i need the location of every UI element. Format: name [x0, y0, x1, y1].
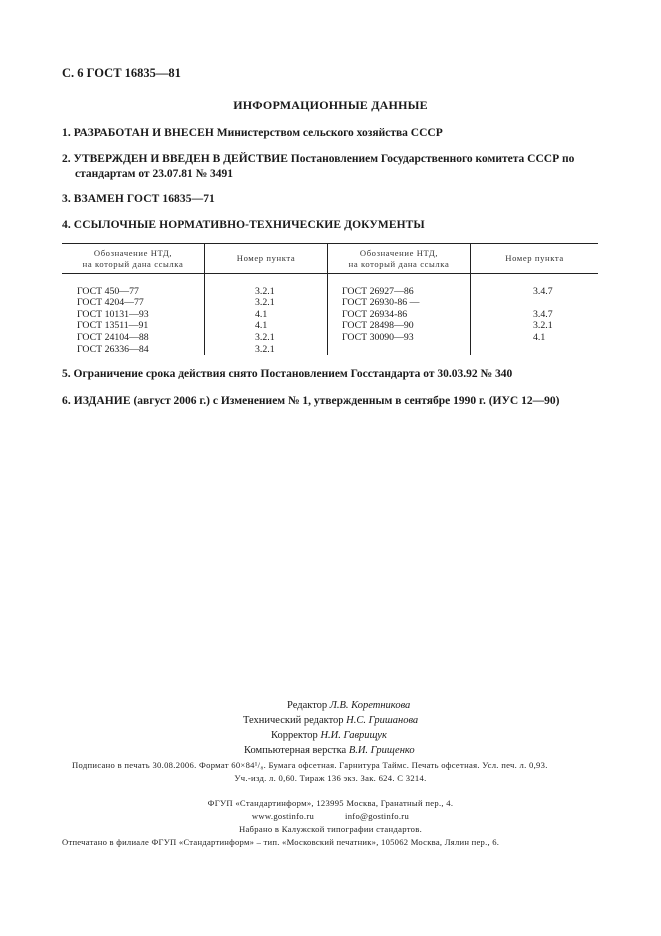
imprint-email: info@gostinfo.ru — [345, 811, 410, 821]
table-header-row — [62, 244, 598, 274]
credit-layout: Компьютерная верстка В.И. Грищенко — [244, 745, 415, 756]
item-1 — [62, 127, 443, 139]
table-row: ГОСТ 24104—88 3.2.1 ГОСТ 30090—93 4.1 — [62, 332, 598, 344]
imprint-line-6: Отпечатано в филиале ФГУП «Стандартинформ» – тип. «Московский печатник», 105062 Москва, Лялин пер., 6. — [62, 837, 500, 847]
table-row: ГОСТ 10131—93 4.1 ГОСТ 26934-86 3.4.7 — [62, 309, 598, 321]
section-title: ИНФОРМАЦИОННЫЕ ДАННЫЕ — [233, 98, 428, 112]
credit-corrector: Корректор Н.И. Гаврищук — [271, 730, 387, 741]
item-3-label: 3. ВЗАМЕН ГОСТ 16835—71 — [62, 193, 215, 205]
item-2-text: Постановлением Государственного комитета СССР по — [287, 153, 575, 165]
item-6-text: (август 2006 г.) с Изменением № 1, утвержденным в сентябре 1990 г. (ИУС 12—90) — [130, 395, 560, 407]
item-2 — [62, 152, 622, 182]
item-4-label: 4. ССЫЛОЧНЫЕ НОРМАТИВНО-ТЕХНИЧЕСКИЕ ДОКУМЕНТЫ — [62, 219, 425, 231]
item-1-text: Министерством сельского хозяйства СССР — [213, 127, 443, 139]
col-doc2-header: Обозначение НТД, на который дана ссылка — [328, 244, 471, 274]
credit-editor: Редактор Л.В. Коретникова — [287, 700, 411, 711]
imprint-contacts — [0, 811, 661, 821]
credit-tech-editor: Технический редактор Н.С. Гришанова — [243, 715, 419, 726]
imprint-line-3: ФГУП «Стандартинформ», 123995 Москва, Гранатный пер., 4. — [207, 798, 454, 808]
imprint-line-2: Уч.-изд. л. 0,60. Тираж 136 экз. Зак. 624. С 3214. — [234, 773, 427, 783]
item-4 — [62, 219, 425, 231]
table-row: ГОСТ 4204—77 3.2.1 ГОСТ 26930-86 — — [62, 297, 598, 309]
col-num2-header: Номер пункта — [471, 244, 599, 274]
page-header: С. 6 ГОСТ 16835—81 — [62, 66, 181, 80]
item-6-label: 6. ИЗДАНИЕ — [62, 395, 131, 407]
col-doc-header: Обозначение НТД, на который дана ссылка — [62, 244, 205, 274]
item-2-label: 2. УТВЕРЖДЕН И ВВЕДЕН В ДЕЙСТВИЕ — [62, 153, 288, 165]
imprint-web: www.gostinfo.ru — [251, 811, 315, 821]
col-num-header: Номер пункта — [205, 244, 328, 274]
item-3 — [62, 193, 215, 205]
table-row: ГОСТ 26336—84 3.2.1 — [62, 344, 598, 356]
item-2-cont: стандартам от 23.07.81 № 3491 — [75, 168, 234, 180]
item-5: 5. Ограничение срока действия снято Постановлением Госстандарта от 30.03.92 № 340 — [62, 368, 513, 380]
table-row: ГОСТ 450—77 3.2.1 ГОСТ 26927—86 3.4.7 — [62, 286, 598, 298]
reference-table — [62, 243, 598, 355]
item-6 — [62, 395, 559, 407]
table-row: ГОСТ 13511—91 4.1 ГОСТ 28498—90 3.2.1 — [62, 320, 598, 332]
imprint-line-1: Подписано в печать 30.08.2006. Формат 60×84¹/₈. Бумага офсетная. Гарнитура Таймс. Печать офсетная. Усл. печ. л. 0,93. — [72, 760, 548, 770]
item-1-label: 1. РАЗРАБОТАН И ВНЕСЕН — [62, 127, 214, 139]
imprint-line-5: Набрано в Калужской типографии стандартов. — [238, 824, 423, 834]
